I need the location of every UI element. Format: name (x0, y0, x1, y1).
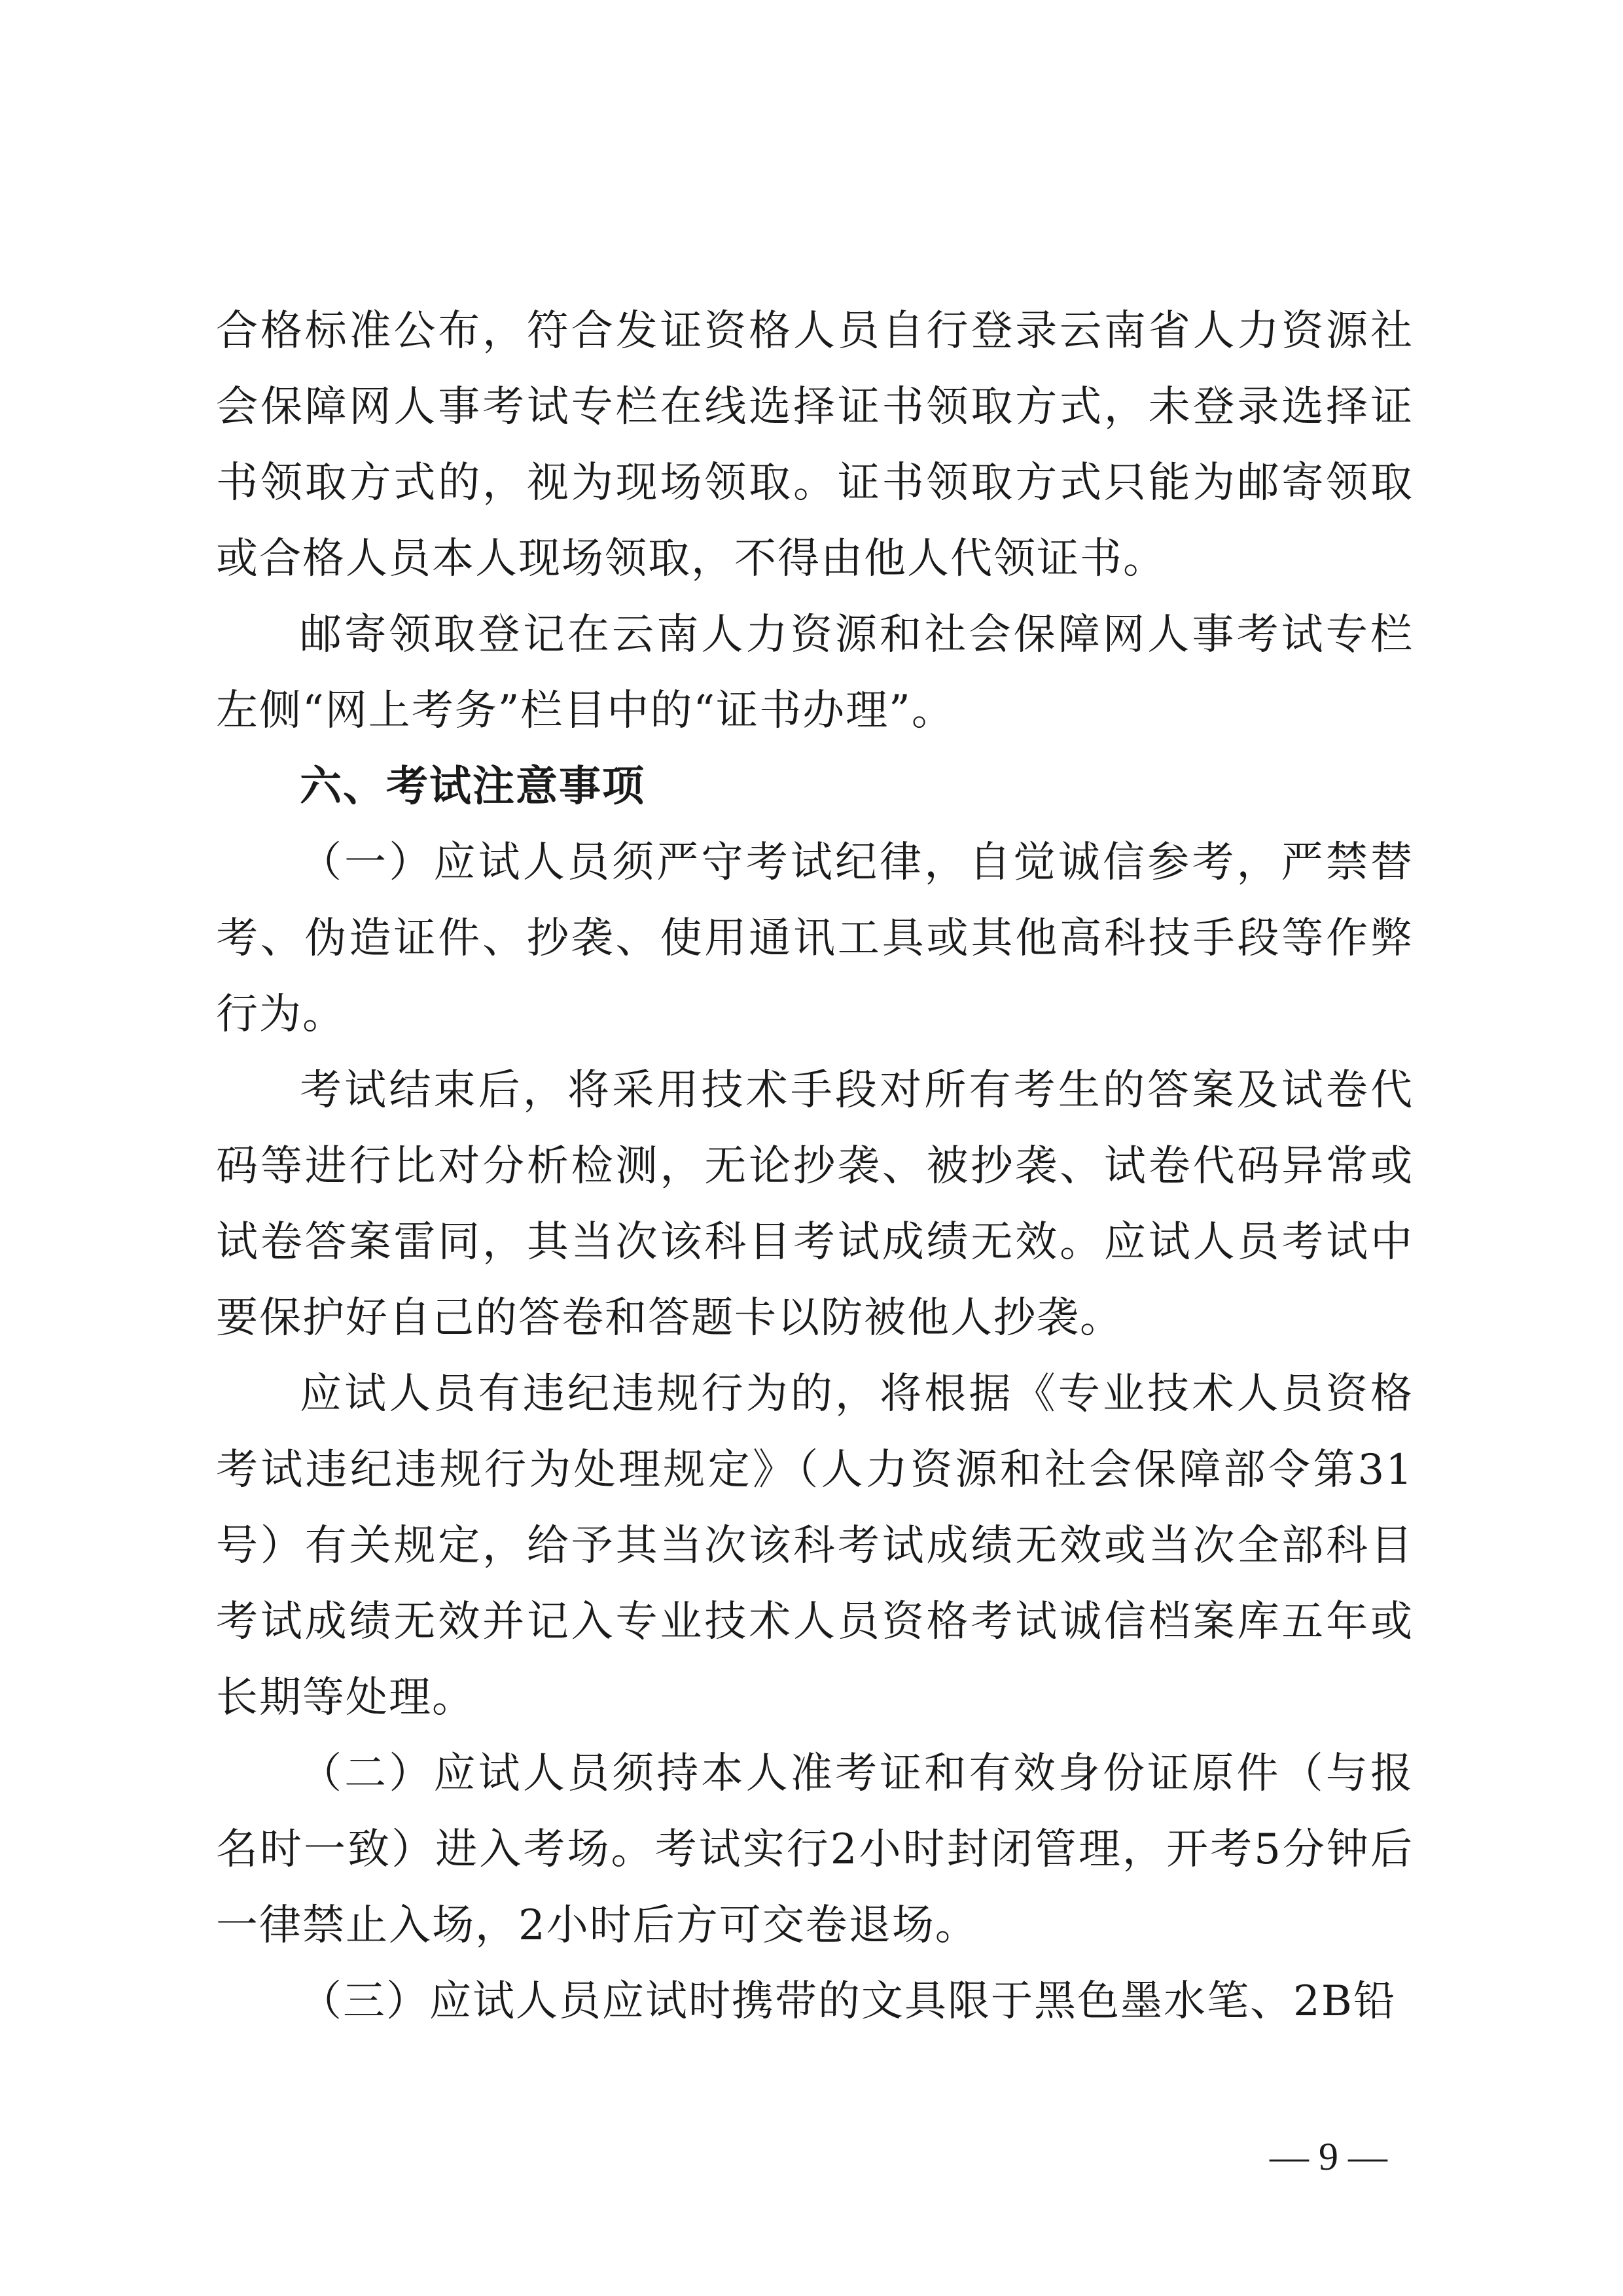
paragraph-note-2-admission: （二）应试人员须持本人准考证和有效身份证原件（与报名时一致）进入考场。考试实行2小时封闭管理，开考5分钟后一律禁止入场，2小时后方可交卷退场。 (216, 1749, 1414, 1950)
paragraph-note-3-stationery: （三）应试人员应试时携带的文具限于黑色墨水笔、2B铅 (300, 1977, 1397, 2026)
paragraph-certificate-collection: 合格标准公布，符合发证资格人员自行登录云南省人力资源社会保障网人事考试专栏在线选择证书领取方式，未登录选择证书领取方式的，视为现场领取。证书领取方式只能为邮寄领取或合格人员本人现场领取，不得由他人代领证书。 (216, 307, 1414, 583)
document-body (216, 293, 1414, 2039)
paragraph-mail-registration: 邮寄领取登记在云南人力资源和社会保障网人事考试专栏左侧“网上考务”栏目中的“证书办理”。 (216, 611, 1414, 735)
paragraph-note-1-discipline: （一）应试人员须严守考试纪律，自觉诚信参考，严禁替考、伪造证件、抄袭、使用通讯工具或其他高科技手段等作弊行为。 (216, 838, 1414, 1039)
paragraph-violation-handling: 应试人员有违纪违规行为的，将根据《专业技术人员资格考试违纪违规行为处理规定》（人力资源和社会保障部令第31号）有关规定，给予其当次该科考试成绩无效或当次全部科目考试成绩无效并记入专业技术人员资格考试诚信档案库五年或长期等处理。 (216, 1370, 1414, 1722)
section-heading-exam-notes: 六、考试注意事项 (300, 762, 645, 811)
paragraph-answer-check: 考试结束后，将采用技术手段对所有考生的答案及试卷代码等进行比对分析检测，无论抄袭、被抄袭、试卷代码异常或试卷答案雷同，其当次该科目考试成绩无效。应试人员考试中要保护好自己的答卷和答题卡以防被他人抄袭。 (216, 1066, 1414, 1342)
page-number: — 9 — (1270, 2135, 1387, 2178)
